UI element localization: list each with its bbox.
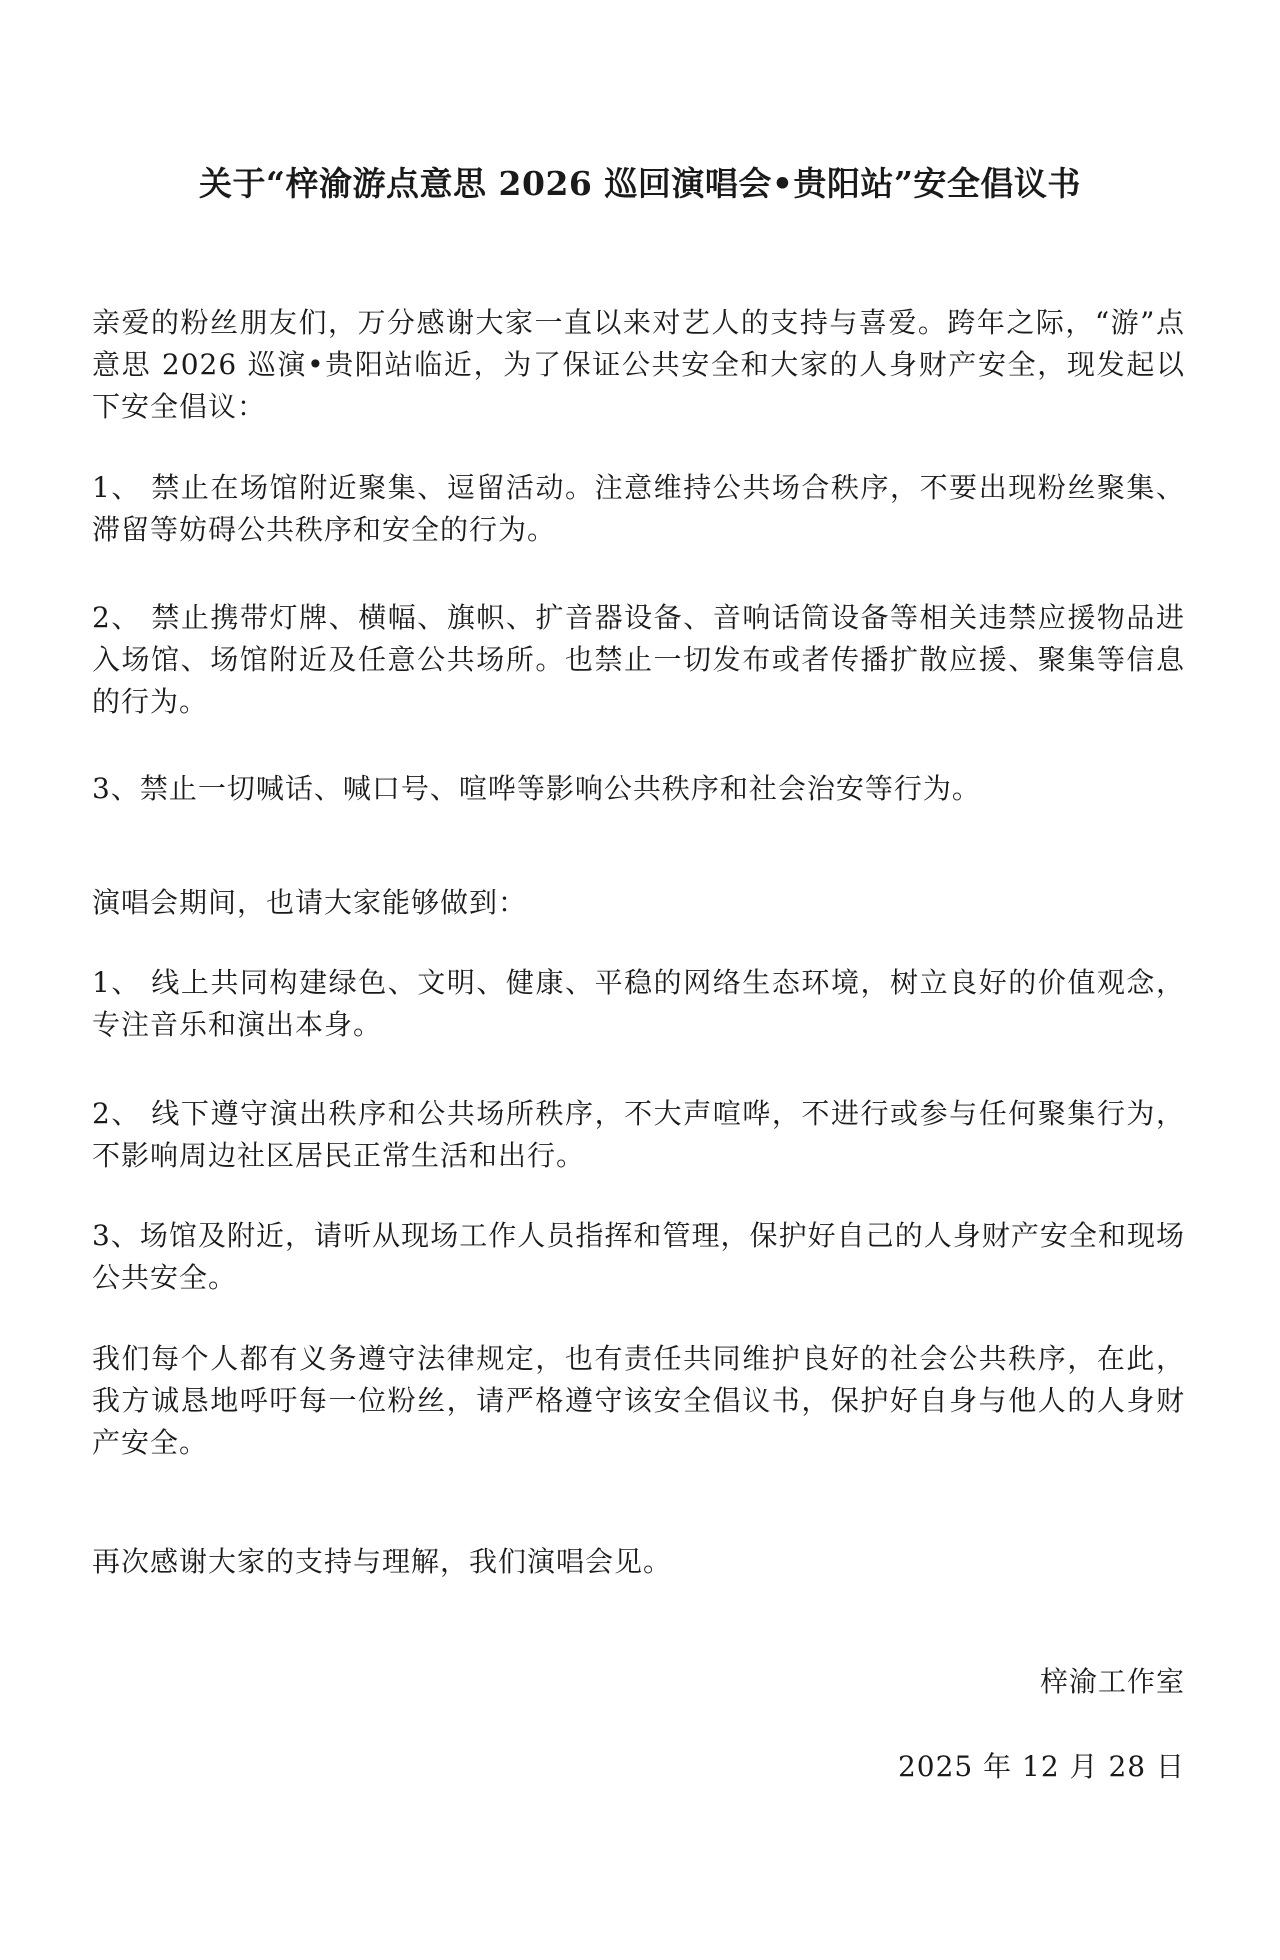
request-item-3: 3、场馆及附近，请听从现场工作人员指挥和管理，保护好自己的人身财产安全和现场公共安全。 xyxy=(92,1219,1185,1294)
during-concert-heading: 演唱会期间，也请大家能够做到： xyxy=(92,886,528,919)
closing-paragraph: 我们每个人都有义务遵守法律规定，也有责任共同维护良好的社会公共秩序，在此，我方诚恳地呼吁每一位粉丝，请严格遵守该安全倡议书，保护好自身与他人的人身财产安全。 xyxy=(92,1342,1185,1459)
signature: 梓渝工作室 xyxy=(1039,1665,1185,1698)
request-item-2: 2、 线下遵守演出秩序和公共场所秩序，不大声喧哗，不进行或参与任何聚集行为，不影响周边社区居民正常生活和出行。 xyxy=(92,1097,1185,1172)
prohibition-item-1: 1、 禁止在场馆附近聚集、逗留活动。注意维持公共场合秩序，不要出现粉丝聚集、滞留等妨碍公共秩序和安全的行为。 xyxy=(92,471,1185,546)
document-title: 关于“梓渝游点意思 2026 巡回演唱会•贵阳站”安全倡议书 xyxy=(199,164,1081,203)
request-item-1: 1、 线上共同构建绿色、文明、健康、平稳的网络生态环境，树立良好的价值观念，专注音乐和演出本身。 xyxy=(92,966,1185,1041)
intro-paragraph: 亲爱的粉丝朋友们，万分感谢大家一直以来对艺人的支持与喜爱。跨年之际，“游”点意思 2026 巡演•贵阳站临近，为了保证公共安全和大家的人身财产安全，现发起以下安全倡议： xyxy=(92,306,1185,423)
prohibition-item-2: 2、 禁止携带灯牌、横幅、旗帜、扩音器设备、音响话筒设备等相关违禁应援物品进入场馆、场馆附近及任意公共场所。也禁止一切发布或者传播扩散应援、聚集等信息的行为。 xyxy=(92,601,1185,718)
prohibition-item-3: 3、禁止一切喊话、喊口号、喧哗等影响公共秩序和社会治安等行为。 xyxy=(92,772,981,805)
thanks-line: 再次感谢大家的支持与理解，我们演唱会见。 xyxy=(92,1545,673,1578)
issue-date: 2025 年 12 月 28 日 xyxy=(897,1750,1185,1783)
